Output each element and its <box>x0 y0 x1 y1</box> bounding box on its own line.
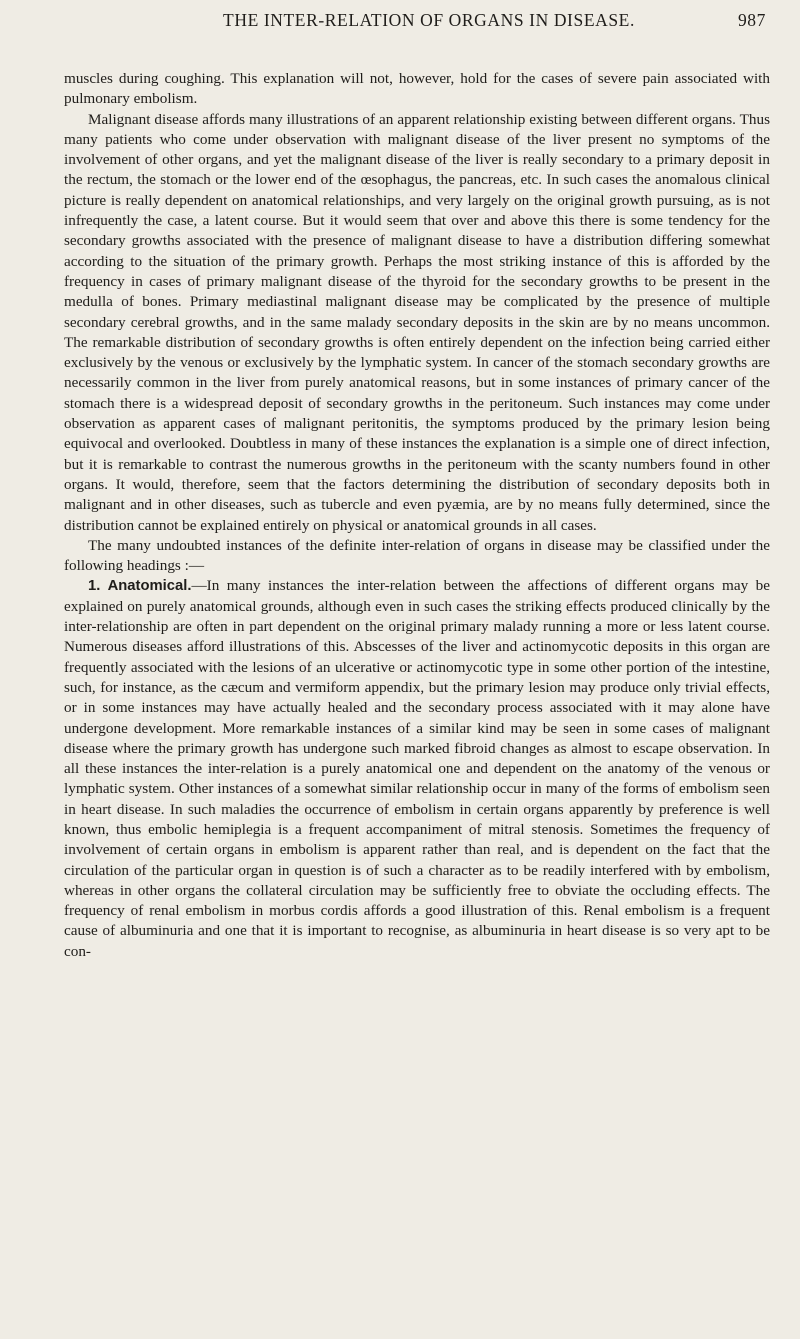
section-heading-anatomical: 1. Anatomical. <box>88 578 192 595</box>
paragraph-anatomical-text: —In many instances the inter-relation between the affections of different organs may be explained on purely anatomical grounds, although even in such cases the striking effects produced clinically by the inter-relationship are often in part dependent on the original primary malady running a more or less latent course. Numerous diseases afford illustrations of this. Abscesses of the liver and actinomycotic deposits in this organ are frequently associated with the lesions of an ulcerative or actinomycotic type in some other portion of the intestine, such, for instance, as the cæcum and vermiform appendix, but the primary lesion may produce only trivial effects, or in some instances may have actually healed and the secondary process associated with it may alone have undergone development. More remarkable instances of a similar kind may be seen in some cases of malignant disease where the primary growth has undergone such marked fibroid changes as almost to escape observation. In all these instances the inter-relation is a purely anatomical one and dependent on the anatomy of the venous or lymphatic system. Other instances of a somewhat similar relationship occur in many of the forms of embolism seen in heart disease. In such maladies the occurrence of embolism in certain organs apparently by preference is well known, thus embolic hemiplegia is a frequent accompaniment of mitral stenosis. Sometimes the frequency of involvement of certain organs in embolism is apparent rather than real, and is dependent on the fact that the circulation of the particular organ in question is of such a character as to be readily interfered with by embolism, whereas in other organs the collateral circulation may be sufficiently free to obviate the occluding effects. The frequency of renal embolism in morbus cordis affords a good illustration of this. Renal embolism is a frequent cause of albuminuria and one that it is important to recognise, as albuminuria in heart disease is so very apt to be con- <box>64 577 770 960</box>
paragraph-classification: The many undoubted instances of the definite inter-relation of organs in disease may be classified under the following headings :— <box>64 536 770 575</box>
running-title: THE INTER-RELATION OF ORGANS IN DISEASE. <box>223 10 635 30</box>
paragraph-continuation: muscles during coughing. This explanation will not, however, hold for the cases of severe pain associated with pulmonary embolism. <box>64 70 770 108</box>
running-header <box>64 10 770 40</box>
paragraph-anatomical <box>64 576 770 962</box>
paragraph-malignant-disease: Malignant disease affords many illustrations of an apparent relationship existing between different organs. Thus many patients who come under observation with malignant disease of the liver present no symptoms of the involvement of other organs, and yet the malignant disease of the liver is really secondary to a primary deposit in the rectum, the stomach or the lower end of the œsophagus, the pancreas, etc. In such cases the anomalous clinical picture is really dependent on anatomical relationships, and very largely on the original growth pursuing, as is not infrequently the case, a latent course. But it would seem that over and above this there is some tendency for the secondary growths associated with the presence of malignant disease to have a distribution differing somewhat according to the situation of the primary growth. Perhaps the most striking instance of this is afforded by the frequency in cases of primary malignant disease of the thyroid for the secondary growths to be present in the medulla of bones. Primary mediastinal malignant disease may be complicated by the presence of multiple secondary cerebral growths, and in the same malady secondary deposits in the skin are by no means uncommon. The remarkable distribution of secondary growths is often entirely dependent on the infection being carried either exclusively by the venous or exclusively by the lymphatic system. In cancer of the stomach secondary growths are necessarily common in the liver from purely anatomical reasons, but in some instances of primary cancer of the stomach there is a widespread deposit of secondary growths in the peritoneum. Such instances may come under observation as apparent cases of malignant peritonitis, the symptoms produced by the primary lesion being equivocal and overlooked. Doubtless in many of these instances the explanation is a simple one of direct infection, but it is remarkable to contrast the numerous growths in the peritoneum with the scanty numbers found in other organs. It would, therefore, seem that the factors determining the distribution of secondary deposits both in malignant and in other diseases, such as tubercle and even pyæmia, are by no means fully determined, since the distribution cannot be explained entirely on physical or anatomical grounds in all cases. <box>64 110 770 534</box>
body-text <box>64 69 770 962</box>
page-number: 987 <box>737 10 766 30</box>
